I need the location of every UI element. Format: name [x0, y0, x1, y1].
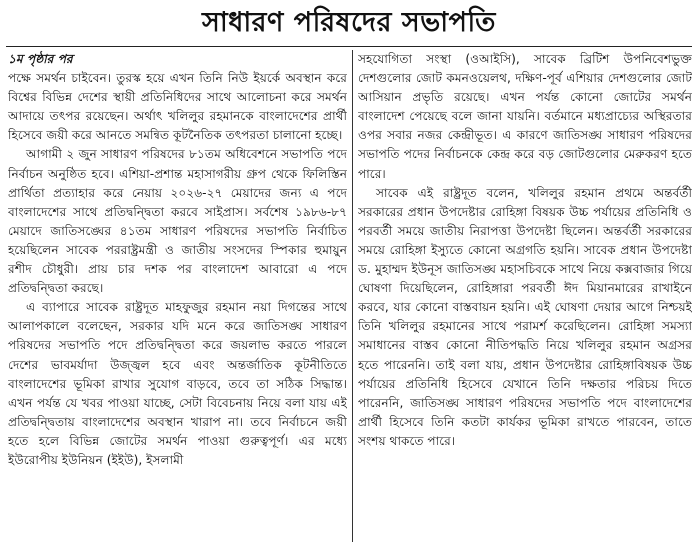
- paragraph: এ ব্যাপারে সাবেক রাষ্ট্রদূত মাহফুজুর রহমান নয়া দিগন্তের সাথে আলাপকালে বলেছেন, সরকার যদি মনে করে জাতিসঙ্ঘ সাধারণ পরিষদের সভাপতি পদে প্রতিদ্বন্দ্বিতা করে জয়লাভ করতে পারলে দেশের ভাবমর্যাদা উজ্জ্বল হবে এবং অন্তর্জাতিক কূটনীতিতে বাংলাদেশের ভূমিকা রাখার সুযোগ বাড়বে, তবে তা সঠিক সিদ্ধান্ত। এখন পর্যন্ত যে খবর পাওয়া যাচ্ছে, সেটা বিবেচনায় নিয়ে বলা যায় এই প্রতিদ্বন্দ্বিতায় বাংলাদেশের অবস্থান খারাপ না। তবে নির্বাচনে জয়ী হতে হলে বিভিন্ন জোটের সমর্থন পাওয়া গুরুত্বপূর্ণ। এর মধ্যে ইউরোপীয় ইউনিয়ন (ইইউ), ইসলামী: [8, 300, 347, 467]
- paragraph: আগামী ২ জুন সাধারণ পরিষদের ৮১তম অধিবেশনে সভাপতি পদে নির্বাচন অনুষ্ঠিত হবে। এশিয়া-প্রশান্ত মহাসাগরীয় গ্রুপ থেকে ফিলিস্তিন প্রার্থিতা প্রত্যাহার করে নেয়ায় ২০২৬-২৭ মেয়াদের জন্য এ পদে বাংলাদেশের সাথে প্রতিদ্বন্দ্বিতা করবে সাইপ্রাস। সর্বশেষ ১৯৮৬-৮৭ মেয়াদে জাতিসঙ্ঘের ৪১তম সাধারণ পরিষদের সভাপতি নির্বাচিত হয়েছিলেন সাবেক পররাষ্ট্রমন্ত্রী ও জাতীয় সংসদের স্পিকার হুমায়ুন রশীদ চৌধুরী। প্রায় চার দশক পর বাংলাদেশ আবারো এ পদে প্রতিদ্বন্দ্বিতা করছে।: [8, 147, 347, 296]
- paragraph: সাবেক এই রাষ্ট্রদূত বলেন, খলিলুর রহমান প্রথমে অন্তর্বর্তী সরকারের প্রধান উপদেষ্টার রোহিঙ্গা বিষয়ক উচ্চ পর্যায়ের প্রতিনিধি ও পরবর্তী সময়ে জাতীয় নিরাপত্তা উপদেষ্টা ছিলেন। অন্তর্বর্তী সরকারের সময়ে রোহিঙ্গা ইস্যুতে কোনো অগ্রগতি হয়নি। সাবেক প্রধান উপদেষ্টা ড. মুহাম্মদ ইউনূস জাতিসঙ্ঘ মহাসচিবকে সাথে নিয়ে কক্সবাজার গিয়ে ঘোষণা দিয়েছিলেন, রোহিঙ্গারা পরবর্তী ঈদ মিয়ানমারের রাখাইনে করবে, যার কোনো বাস্তবায়ন হয়নি। এই ঘোষণা দেয়ার আগে নিশ্চয়ই তিনি খলিলুর রহমানের সাথে পরামর্শ করেছিলেন। রোহিঙ্গা সমস্যা সমাধানের বাস্তব কোনো নীতিপদ্ধতি নিয়ে খলিলুর রহমান অগ্রসর হতে পারেননি। তাই বলা যায়, প্রধান উপদেষ্টার রোহিঙ্গাবিষয়ক উচ্চ পর্যায়ের প্রতিনিধি হিসেবে যেখানে তিনি দক্ষতার পরিচয় দিতে পারেননি, জাতিসঙ্ঘ সাধারণ পরিষদের সভাপতি পদে বাংলাদেশের প্রার্থী হিসেবে তিনি কতটা কার্যকর ভূমিকা রাখতে পারবেন, তাতে সংশয় থাকতে পারে।: [358, 185, 692, 448]
- column-divider: [352, 50, 353, 542]
- continuation-label: ১ম পৃষ্ঠার পর: [8, 52, 73, 66]
- headline: সাধারণ পরিষদের সভাপতি: [202, 7, 496, 38]
- paragraph: সহযোগিতা সংস্থা (ওআইসি), সাবেক ব্রিটিশ উপনিবেশভুক্ত দেশগুলোর জোট কমনওয়েলথ, দক্ষিণ-পূর্ব এশিয়ার দেশগুলোর জোট আসিয়ান প্রভৃতি রয়েছে। এখন পর্যন্ত কোনো জোটের সমর্থন বাংলাদেশ পেয়েছে বলে জানা যায়নি। বর্তমানে মধ্যপ্রাচ্যের অস্থিরতার ওপর সবার নজর কেন্দ্রীভূত। এ কারণে জাতিসঙ্ঘ সাধারণ পরিষদের সভাপতি পদের নির্বাচনকে কেন্দ্র করে বড় জোটগুলোর মেরুকরণ হতে পারে।: [358, 52, 692, 181]
- paragraph: পক্ষে সমর্থন চাইবেন। তুরস্ক হয়ে এখন তিনি নিউ ইয়র্কে অবস্থান করে বিশ্বের বিভিন্ন দেশের স্থায়ী প্রতিনিধিদের সাথে আলোচনা করে সমর্থন আদায়ে তৎপর রয়েছেন। অর্থাৎ খলিলুর রহমানকে বাংলাদেশের প্রার্থী হিসেবে জয়ী করে আনতে সমন্বিত কূটনৈতিক তৎপরতা চালানো হচ্ছে।: [8, 71, 347, 143]
- article-column-left: [8, 50, 347, 544]
- headline-rule: [6, 46, 692, 47]
- article-column-right: [358, 50, 692, 544]
